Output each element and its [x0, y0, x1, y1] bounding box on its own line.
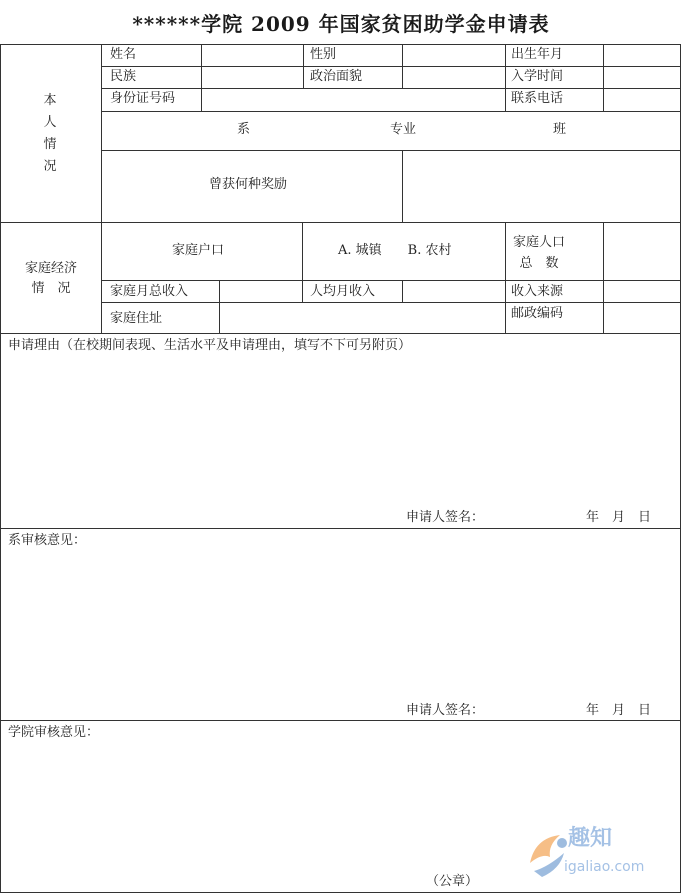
row-line: [101, 88, 681, 89]
row-line: [101, 111, 681, 112]
row-line: [101, 150, 681, 151]
form-title: ******学院 2009 年国家贫困助学金申请表: [132, 11, 550, 36]
reason-label: 申请理由（在校期间表现、生活水平及申请理由，填写不下可另附页）: [8, 338, 412, 353]
hukou-label: 家庭户口: [172, 243, 225, 258]
label-char: 人: [43, 115, 57, 130]
col-line: [302, 222, 303, 302]
row-line: [101, 302, 681, 303]
id-number-label: 身份证号码: [110, 91, 176, 106]
major-label: 专业: [390, 122, 417, 137]
dept-date: 年 月 日: [586, 703, 652, 718]
reason-date: 年 月 日: [586, 510, 652, 525]
family-section-label: [12, 259, 90, 299]
per-capita-income-label: 人均月收入: [310, 284, 376, 299]
watermark-url: igaliao.com: [564, 859, 645, 875]
personal-section-label: [40, 90, 60, 178]
monthly-income-label: 家庭月总收入: [110, 284, 189, 299]
col-line: [219, 280, 220, 333]
address-label: 家庭住址: [110, 311, 163, 326]
section-line: [0, 333, 681, 334]
form-table: [0, 44, 681, 893]
col-line: [402, 280, 403, 302]
label-char: 况: [43, 159, 57, 174]
row-line: [101, 280, 681, 281]
dept-review-label: 系审核意见：: [8, 533, 87, 548]
col-line: [603, 280, 604, 333]
section-line: [0, 528, 681, 529]
label-line: 情 况: [31, 281, 71, 296]
phone-label: 联系电话: [511, 91, 564, 106]
label-line: 家庭人口: [512, 235, 565, 250]
watermark: [520, 815, 680, 893]
label-char: 本: [43, 93, 57, 108]
row-line: [101, 66, 681, 67]
label-char: 情: [43, 137, 57, 152]
official-seal-label: （公章）: [426, 874, 479, 889]
political-label: 政治面貌: [310, 69, 363, 84]
col-line: [201, 44, 202, 88]
col-line: [303, 44, 304, 88]
col-line: [603, 44, 604, 111]
col-line: [101, 44, 102, 222]
ethnicity-label: 民族: [110, 69, 137, 84]
college-review-label: 学院审核意见：: [8, 725, 100, 740]
reason-signature-label: 申请人签名：: [406, 510, 485, 525]
col-line: [505, 44, 506, 111]
label-line: 家庭经济: [24, 261, 77, 276]
dept-signature-label: 申请人签名：: [406, 703, 485, 718]
dept-label: 系: [237, 122, 251, 137]
col-line: [402, 44, 403, 88]
name-label: 姓名: [110, 47, 137, 62]
hukou-options: A. 城镇 B. 农村: [338, 243, 452, 258]
class-label: 班: [553, 122, 567, 137]
income-source-label: 收入来源: [511, 284, 564, 299]
birth-label: 出生年月: [511, 47, 564, 62]
enroll-label: 入学时间: [511, 69, 564, 84]
col-line: [603, 222, 604, 280]
col-line: [201, 88, 202, 111]
family-population-label: [508, 232, 570, 274]
gender-label: 性别: [310, 47, 337, 62]
watermark-text: 趣知: [568, 826, 613, 851]
section-line: [0, 222, 681, 223]
label-line: 总 数: [519, 256, 559, 271]
postcode-label: 邮政编码: [511, 306, 564, 321]
col-line: [402, 150, 403, 222]
section-line: [0, 720, 681, 721]
col-line: [101, 222, 102, 333]
awards-label: 曾获何种奖励: [209, 177, 288, 192]
col-line: [505, 222, 506, 333]
